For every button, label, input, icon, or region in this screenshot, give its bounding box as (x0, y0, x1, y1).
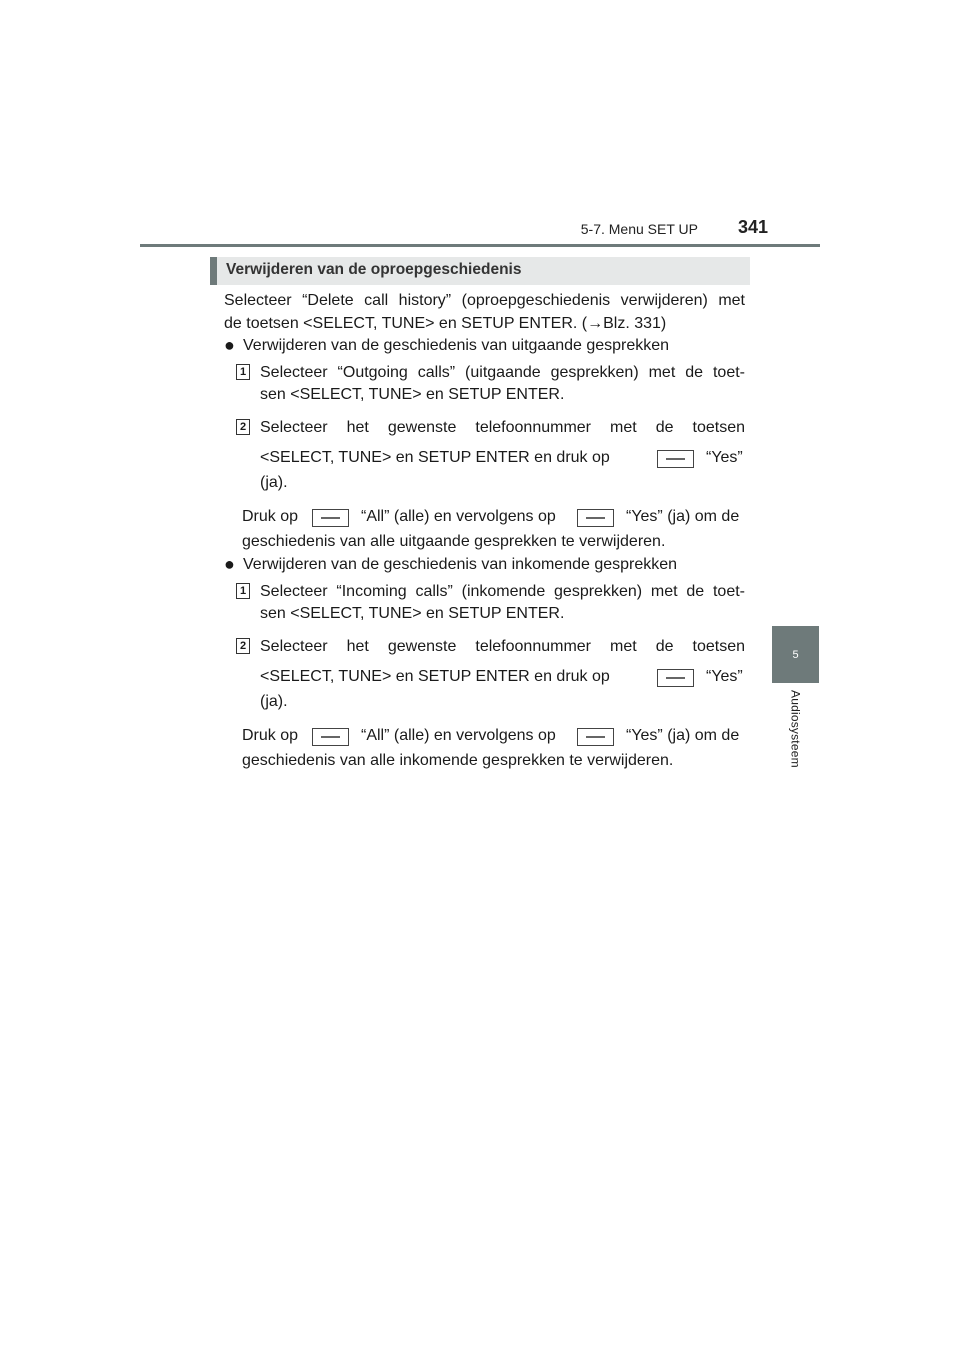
block-title-incoming: Verwijderen van de geschiedenis van inkomende gesprekken (243, 556, 678, 573)
header-divider (140, 244, 820, 247)
section-title-bar (210, 257, 750, 285)
note-line-2: geschiedenis van alle uitgaande gesprekken te verwijderen. (242, 533, 666, 550)
step-2-line-2: <SELECT, TUNE> en SETUP ENTER en druk op (260, 668, 610, 685)
step-2-line-1: Selecteer het gewenste telefoonnummer met de toetsen (260, 419, 745, 436)
key-button-icon (657, 450, 694, 468)
note-yes: “Yes” (ja) om de (626, 508, 740, 525)
step-1-line-1: Selecteer “Outgoing calls” (uitgaande gesprekken) met de toet- (260, 364, 745, 381)
chapter-tab (772, 626, 819, 683)
bullet-icon: ● (224, 554, 235, 574)
step-2-yes: “Yes” (706, 668, 743, 685)
header-section-title: 5-7. Menu SET UP (580, 221, 698, 237)
key-button-icon (657, 669, 694, 687)
intro-line-1: Selecteer “Delete call history” (oproepgeschiedenis verwijderen) met (224, 292, 745, 309)
key-button-icon (312, 509, 349, 527)
step-2-line-2: <SELECT, TUNE> en SETUP ENTER en druk op (260, 449, 610, 466)
step-number-badge: 1 (236, 364, 250, 380)
section-title: Verwijderen van de oproepgeschiedenis (226, 261, 522, 278)
page-number: 341 (738, 217, 769, 237)
step-2-line-3: (ja). (260, 693, 288, 710)
note-all: “All” (alle) en vervolgens op (361, 508, 556, 525)
key-button-icon (312, 728, 349, 746)
note-all: “All” (alle) en vervolgens op (361, 727, 556, 744)
step-2-line-1: Selecteer het gewenste telefoonnummer met de toetsen (260, 638, 745, 655)
block-title-outgoing: Verwijderen van de geschiedenis van uitgaande gesprekken (243, 337, 670, 354)
note-yes: “Yes” (ja) om de (626, 727, 740, 744)
chapter-number: 5 (792, 648, 799, 661)
step-1-line-2: sen <SELECT, TUNE> en SETUP ENTER. (260, 386, 565, 403)
note-druk-op: Druk op (242, 727, 299, 744)
note-line-2: geschiedenis van alle inkomende gesprekken te verwijderen. (242, 752, 674, 769)
step-number-badge: 2 (236, 638, 250, 654)
note-druk-op: Druk op (242, 508, 299, 525)
step-2-yes: “Yes” (706, 449, 743, 466)
step-1-line-1: Selecteer “Incoming calls” (inkomende gesprekken) met de toet- (260, 583, 745, 600)
key-button-icon (577, 509, 614, 527)
step-2-line-3: (ja). (260, 474, 288, 491)
key-button-icon (577, 728, 614, 746)
bullet-icon: ● (224, 335, 235, 355)
step-number-badge: 2 (236, 419, 250, 435)
chapter-label: Audiosysteem (788, 690, 803, 768)
chapter-label-container (772, 690, 819, 800)
intro-line-2: de toetsen <SELECT, TUNE> en SETUP ENTER. (→Blz. 331) (224, 315, 667, 332)
step-1-line-2: sen <SELECT, TUNE> en SETUP ENTER. (260, 605, 565, 622)
step-number-badge: 1 (236, 583, 250, 599)
